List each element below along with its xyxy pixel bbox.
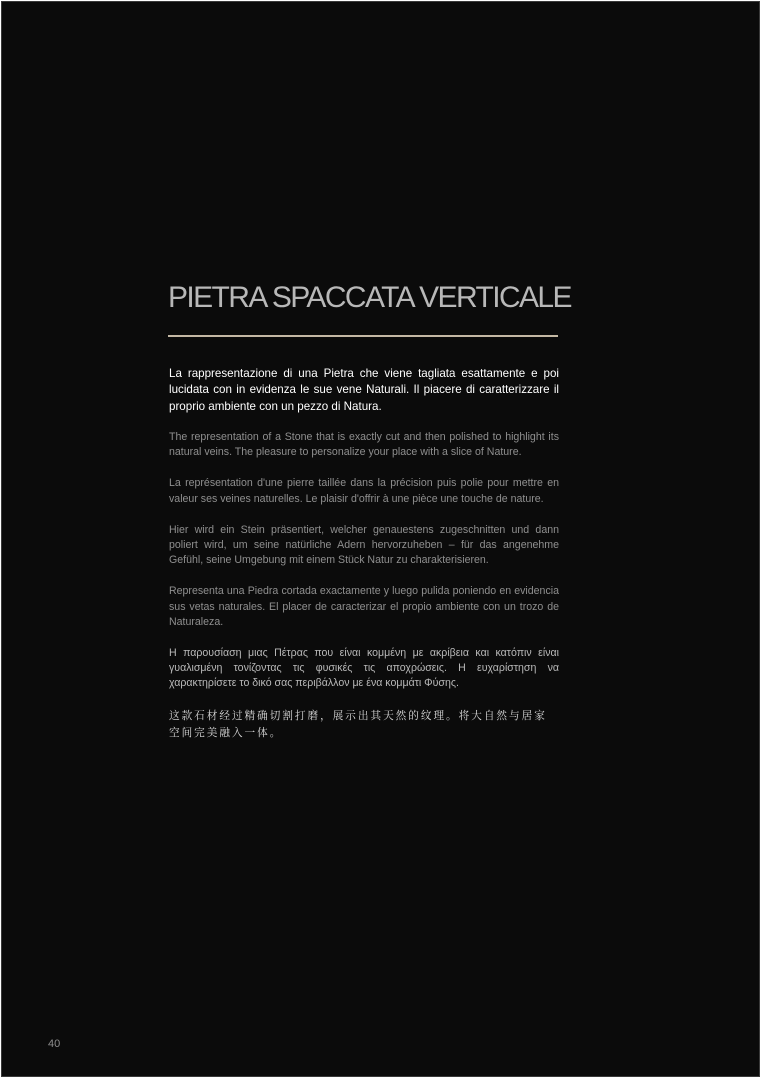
paragraph-french: La représentation d'une pierre taillée dans la précision puis polie pour mettre en valeur ses veines naturelles. Le plaisir d'offrir à une pièce une touche de nature. [169, 477, 559, 505]
title-divider [168, 335, 558, 337]
page-number: 40 [48, 1038, 61, 1050]
paragraph-german: Hier wird ein Stein präsentiert, welcher genauestens zugeschnitten und dann poliert wird, um seine natürliche Adern hervorzuheben – für das angenehme Gefühl, seine Umgebung mit einem Stück Natur zu charakterisieren. [169, 523, 559, 567]
paragraph-chinese: 这款石材经过精确切割打磨，展示出其天然的纹理。将大自然与居家空间完美融入一体。 [169, 709, 547, 739]
description-block [169, 366, 559, 742]
catalog-page [1, 1, 760, 1077]
paragraph-spanish: Representa una Piedra cortada exactamente y luego pulida poniendo en evidencia sus vetas naturales. El placer de caracterizar el propio ambiente con un trozo de Naturaleza. [169, 585, 559, 628]
paragraph-greek: Η παρουσίαση μιας Πέτρας που είναι κομμένη με ακρίβεια και κατόπιν είναι γυαλισμένη τονίζοντας τις φυσικές τις αποχρώσεις. Η ευχαρίστηση να χαρακτηρίσετε το δικό σας περιβάλλον με ένα κομμάτι Φύσης. [169, 646, 559, 690]
paragraph-english: The representation of a Stone that is exactly cut and then polished to highlight its natural veins. The pleasure to personalize your place with a slice of Nature. [169, 430, 559, 459]
paragraph-italian: La rappresentazione di una Pietra che viene tagliata esattamente e poi lucidata con in evidenza le sue vene Naturali. Il piacere di caratterizzare il proprio ambiente con un pezzo di Natura. [169, 367, 559, 413]
page-title: PIETRA SPACCATA VERTICALE [168, 281, 571, 314]
